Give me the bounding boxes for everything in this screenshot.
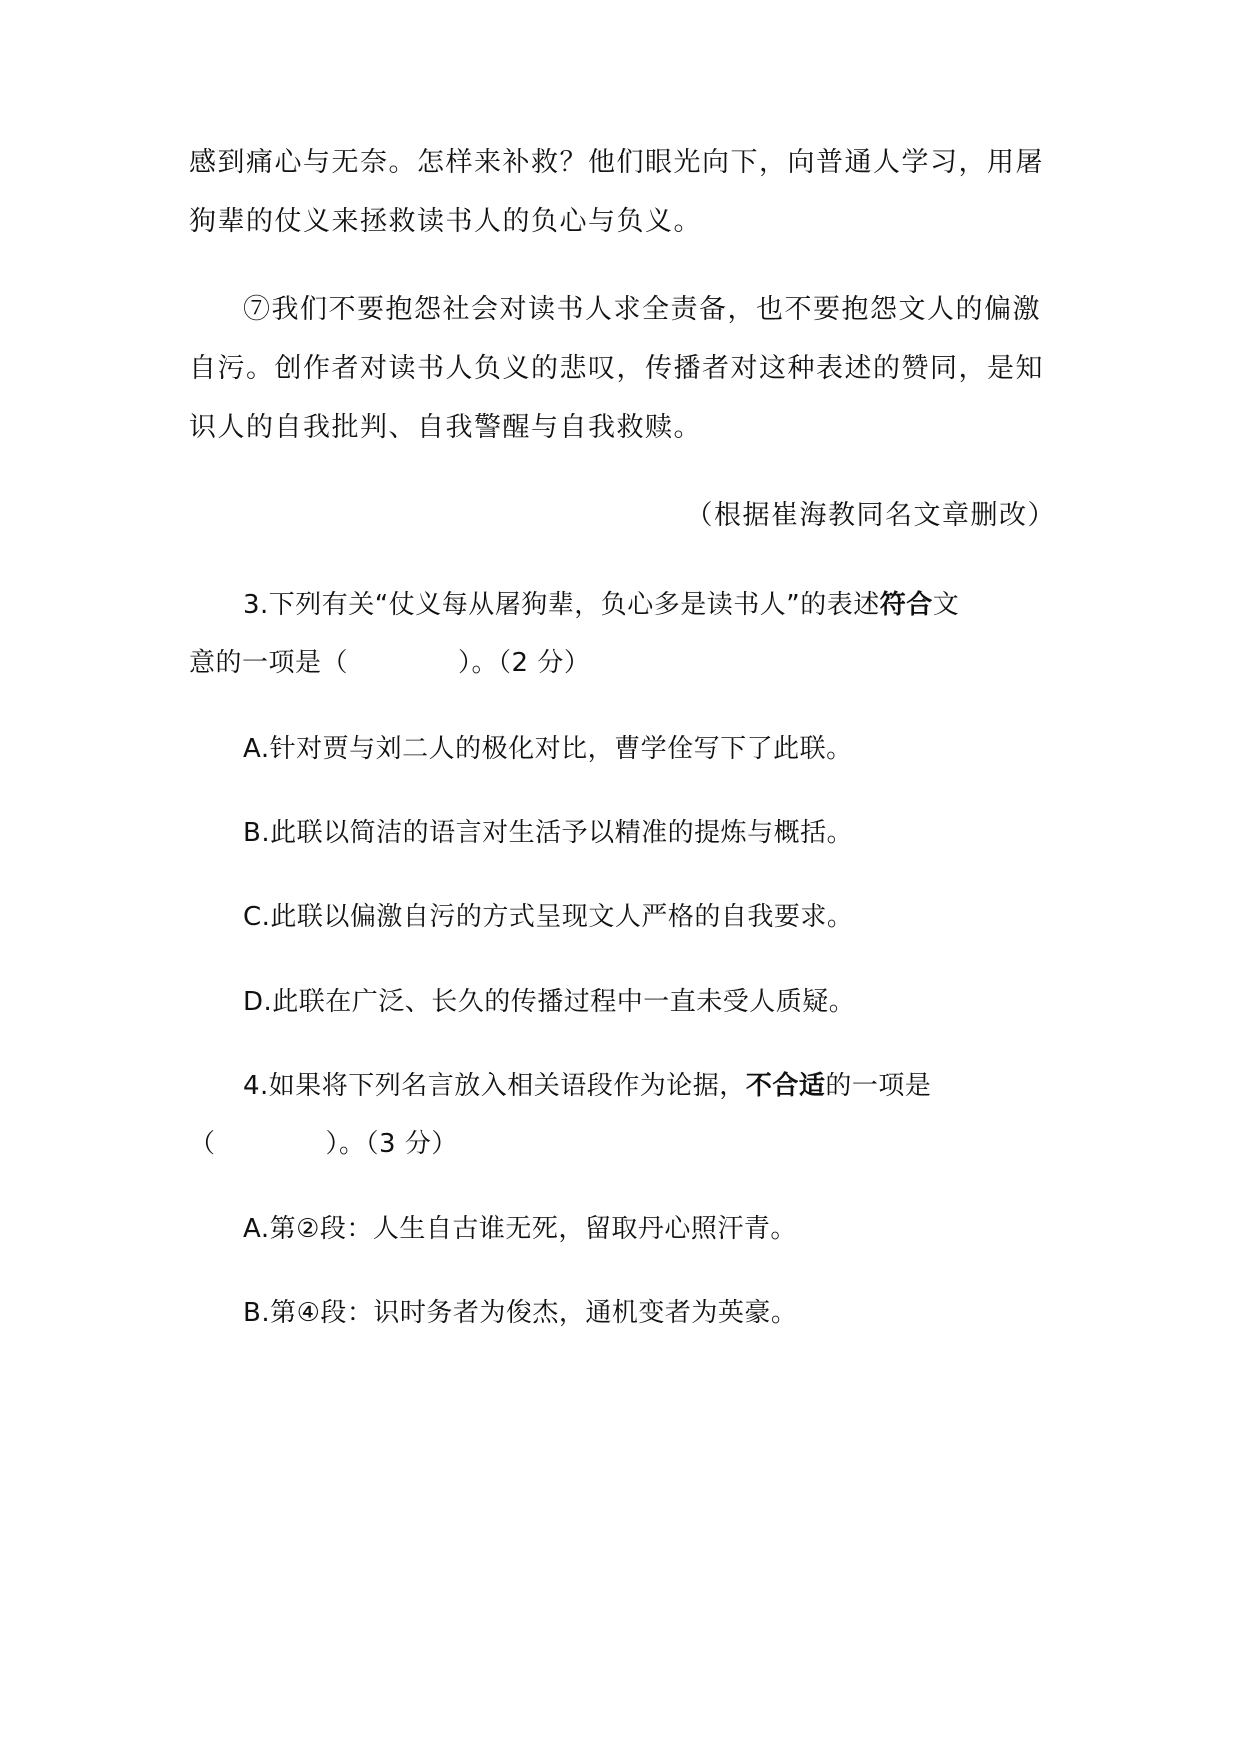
question-3-option-a: A.针对贾与刘二人的极化对比，曹学佺写下了此联。 bbox=[243, 734, 853, 764]
paragraph-7-line-3: 识人的自我批判、自我警醒与自我救赎。 bbox=[189, 412, 702, 443]
question-4-option-b: B.第④段：识时务者为俊杰，通机变者为英豪。 bbox=[243, 1298, 798, 1328]
paragraph-6-line-2: 狗辈的仗义来拯救读书人的负心与负义。 bbox=[189, 206, 702, 237]
paragraph-7-line-1: ⑦我们不要抱怨社会对读书人求全责备，也不要抱怨文人的偏激 bbox=[243, 294, 1041, 325]
question-4-paren-open: （ bbox=[189, 1129, 216, 1159]
question-3-option-c: C.此联以偏激自污的方式呈现文人严格的自我要求。 bbox=[243, 902, 854, 932]
question-3-stem bbox=[243, 585, 1113, 625]
paragraph-7-line-2: 自污。创作者对读书人负义的悲叹，传播者对这种表述的赞同，是知 bbox=[189, 353, 1044, 384]
paragraph-6-line-1: 感到痛心与无奈。怎样来补救？他们眼光向下，向普通人学习，用屠 bbox=[189, 147, 1044, 178]
question-4-stem-line-2 bbox=[189, 1124, 1059, 1164]
question-4-score: ）。（3 分） bbox=[325, 1129, 458, 1159]
question-3-option-b: B.此联以简洁的语言对生活予以精准的提炼与概括。 bbox=[243, 818, 854, 848]
question-4-stem bbox=[243, 1066, 1113, 1106]
question-4-option-a: A.第②段：人生自古谁无死，留取丹心照汗青。 bbox=[243, 1214, 797, 1244]
question-3-option-d: D.此联在广泛、长久的传播过程中一直未受人质疑。 bbox=[243, 987, 856, 1017]
question-3-stem-tail: 文 bbox=[932, 590, 960, 620]
question-3-score: ）。（2 分） bbox=[458, 648, 591, 678]
question-3-paren-open: 意的一项是（ bbox=[189, 648, 349, 678]
question-4-emphasis: 不合适 bbox=[745, 1071, 826, 1101]
question-4-stem-text: 4.如果将下列名言放入相关语段作为论据， bbox=[243, 1071, 746, 1101]
question-3-stem-line-2 bbox=[189, 643, 1059, 683]
question-4-stem-tail: 的一项是 bbox=[825, 1071, 932, 1101]
question-3-emphasis: 符合 bbox=[879, 590, 933, 620]
question-3-stem-text: 3.下列有关“仗义每从屠狗辈，负心多是读书人”的表述 bbox=[243, 590, 880, 620]
source-citation: （根据崔海教同名文章删改） bbox=[685, 500, 1056, 531]
